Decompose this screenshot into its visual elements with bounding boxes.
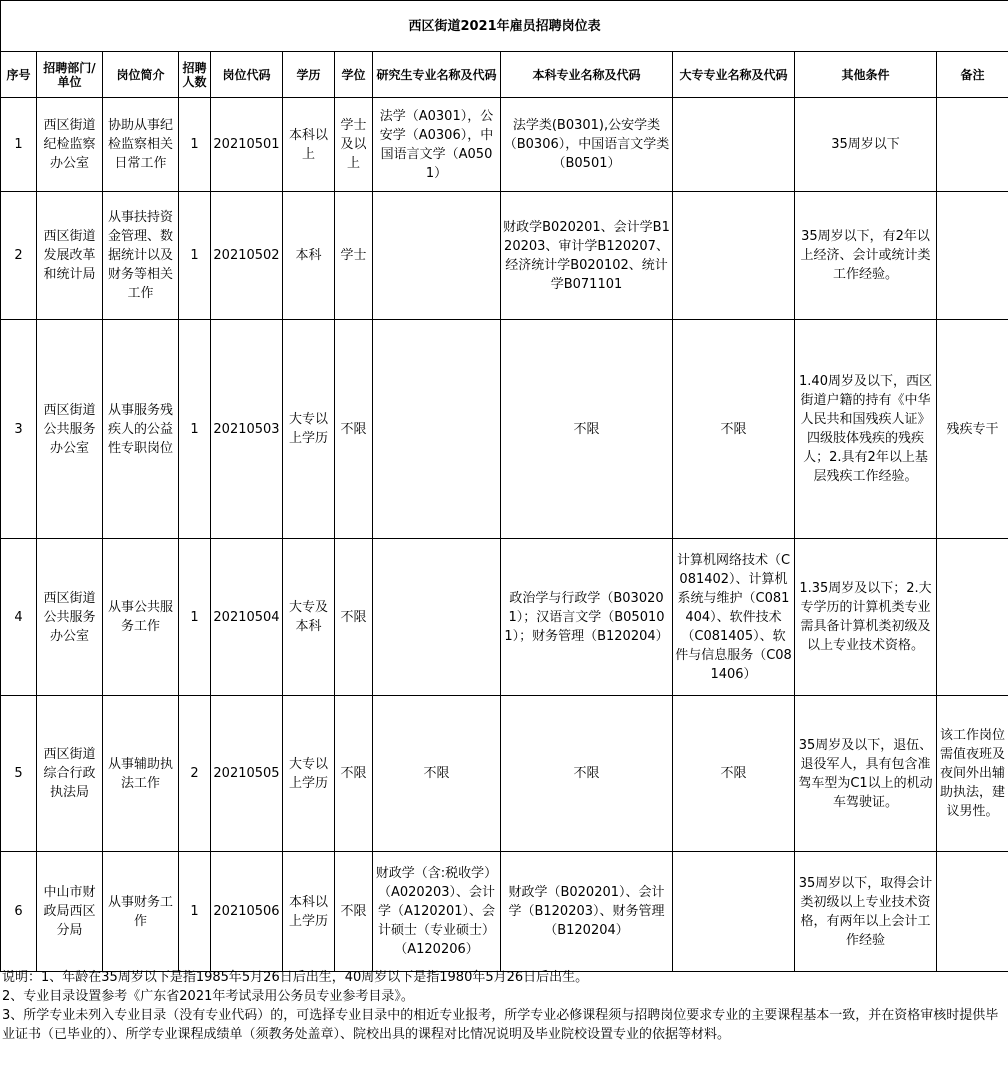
cell-degree: 不限: [335, 320, 373, 539]
cell-college: [673, 192, 795, 320]
cell-num: 1: [179, 539, 211, 696]
cell-num: 1: [179, 98, 211, 192]
note-line: 2、专业目录设置参考《广东省2021年考试录用公务员专业参考目录》。: [2, 989, 414, 1004]
cell-bach: 政治学与行政学（B030201）；汉语言文学（B050101）；财务管理（B120204）: [501, 539, 673, 696]
cell-edu: 本科: [283, 192, 335, 320]
header-code: 岗位代码: [211, 52, 283, 98]
cell-college: 不限: [673, 320, 795, 539]
cell-bach: 法学类(B0301),公安学类（B0306），中国语言文学类（B0501）: [501, 98, 673, 192]
cell-dept: 西区街道发展改革和统计局: [37, 192, 103, 320]
cell-seq: 2: [1, 192, 37, 320]
cell-grad: [373, 192, 501, 320]
cell-seq: 4: [1, 539, 37, 696]
cell-intro: 从事服务残疾人的公益性专职岗位: [103, 320, 179, 539]
cell-edu: 本科以上: [283, 98, 335, 192]
cell-dept: 西区街道公共服务办公室: [37, 539, 103, 696]
cell-grad: 法学（A0301），公安学（A0306），中国语言文学（A0501）: [373, 98, 501, 192]
note-line: 3、所学专业未列入专业目录（没有专业代码）的，可选择专业目录中的相近专业报考，所学专业必修课程须与招聘岗位要求专业的主要课程基本一致，并在资格审核时提供毕业证书（已毕业的）、所学专业课程成绩单（须教务处盖章）、院校出具的课程对比情况说明及毕业院校设置专业的依据等材料。: [2, 1008, 999, 1042]
cell-edu: 本科以上学历: [283, 852, 335, 972]
cell-bach: 财政学（B020201）、会计学（B120203）、财务管理（B120204）: [501, 852, 673, 972]
notes-section: [0, 968, 1006, 1044]
cell-other: 1.35周岁及以下；2.大专学历的计算机类专业需具备计算机类初级及以上专业技术资格。: [795, 539, 937, 696]
cell-num: 1: [179, 192, 211, 320]
table-row: [1, 98, 1008, 192]
cell-other: 35周岁以下，取得会计类初级以上专业技术资格，有两年以上会计工作经验: [795, 852, 937, 972]
cell-seq: 3: [1, 320, 37, 539]
cell-seq: 6: [1, 852, 37, 972]
cell-remark: [937, 539, 1008, 696]
table-row: [1, 696, 1008, 852]
cell-degree: 不限: [335, 852, 373, 972]
header-grad: 研究生专业名称及代码: [373, 52, 501, 98]
cell-degree: 学士及以上: [335, 98, 373, 192]
cell-degree: 学士: [335, 192, 373, 320]
cell-seq: 1: [1, 98, 37, 192]
cell-intro: 从事公共服务工作: [103, 539, 179, 696]
cell-num: 2: [179, 696, 211, 852]
cell-edu: 大专以上学历: [283, 696, 335, 852]
cell-remark: [937, 192, 1008, 320]
cell-grad: [373, 539, 501, 696]
table-row: [1, 539, 1008, 696]
cell-intro: 从事辅助执法工作: [103, 696, 179, 852]
header-remark: 备注: [937, 52, 1008, 98]
cell-edu: 大专以上学历: [283, 320, 335, 539]
header-num: 招聘人数: [179, 52, 211, 98]
cell-intro: 协助从事纪检监察相关日常工作: [103, 98, 179, 192]
table-row: [1, 192, 1008, 320]
cell-bach: 不限: [501, 320, 673, 539]
cell-dept: 中山市财政局西区分局: [37, 852, 103, 972]
cell-college: [673, 852, 795, 972]
cell-remark: [937, 98, 1008, 192]
cell-num: 1: [179, 852, 211, 972]
header-row: [1, 52, 1008, 98]
title-row: [1, 1, 1008, 52]
table-title: 西区街道2021年雇员招聘岗位表: [1, 1, 1008, 52]
header-bach: 本科专业名称及代码: [501, 52, 673, 98]
cell-other: 35周岁以下，有2年以上经济、会计或统计类工作经验。: [795, 192, 937, 320]
header-edu: 学历: [283, 52, 335, 98]
cell-intro: 从事财务工作: [103, 852, 179, 972]
cell-dept: 西区街道公共服务办公室: [37, 320, 103, 539]
cell-grad: 不限: [373, 696, 501, 852]
cell-degree: 不限: [335, 696, 373, 852]
cell-dept: 西区街道纪检监察办公室: [37, 98, 103, 192]
cell-other: 1.40周岁及以下，西区街道户籍的持有《中华人民共和国残疾人证》四级肢体残疾的残疾人；2.具有2年以上基层残疾工作经验。: [795, 320, 937, 539]
cell-seq: 5: [1, 696, 37, 852]
cell-remark: 残疾专干: [937, 320, 1008, 539]
header-degree: 学位: [335, 52, 373, 98]
cell-code: 20210502: [211, 192, 283, 320]
cell-college: 计算机网络技术（C081402）、计算机系统与维护（C081404）、软件技术（C081405）、软件与信息服务（C081406）: [673, 539, 795, 696]
cell-degree: 不限: [335, 539, 373, 696]
cell-code: 20210501: [211, 98, 283, 192]
header-other: 其他条件: [795, 52, 937, 98]
cell-college: 不限: [673, 696, 795, 852]
cell-intro: 从事扶持资金管理、数据统计以及财务等相关工作: [103, 192, 179, 320]
table-row: [1, 852, 1008, 972]
cell-code: 20210506: [211, 852, 283, 972]
cell-bach: 不限: [501, 696, 673, 852]
cell-grad: 财政学（含:税收学）（A020203）、会计学（A120201）、会计硕士（专业硕士）（A120206）: [373, 852, 501, 972]
cell-college: [673, 98, 795, 192]
cell-code: 20210505: [211, 696, 283, 852]
cell-edu: 大专及本科: [283, 539, 335, 696]
header-seq: 序号: [1, 52, 37, 98]
cell-dept: 西区街道综合行政执法局: [37, 696, 103, 852]
cell-code: 20210503: [211, 320, 283, 539]
header-intro: 岗位简介: [103, 52, 179, 98]
cell-num: 1: [179, 320, 211, 539]
header-dept: 招聘部门/单位: [37, 52, 103, 98]
note-line: 说明：1、年龄在35周岁以下是指1985年5月26日后出生，40周岁以下是指1980年5月26日后出生。: [2, 970, 589, 985]
cell-remark: [937, 852, 1008, 972]
cell-remark: 该工作岗位需值夜班及夜间外出辅助执法，建议男性。: [937, 696, 1008, 852]
header-college: 大专专业名称及代码: [673, 52, 795, 98]
cell-other: 35周岁及以下，退伍、退役军人，具有包含准驾车型为C1以上的机动车驾驶证。: [795, 696, 937, 852]
cell-other: 35周岁以下: [795, 98, 937, 192]
table-row: [1, 320, 1008, 539]
cell-bach: 财政学B020201、会计学B120203、审计学B120207、经济统计学B020102、统计学B071101: [501, 192, 673, 320]
cell-grad: [373, 320, 501, 539]
cell-code: 20210504: [211, 539, 283, 696]
